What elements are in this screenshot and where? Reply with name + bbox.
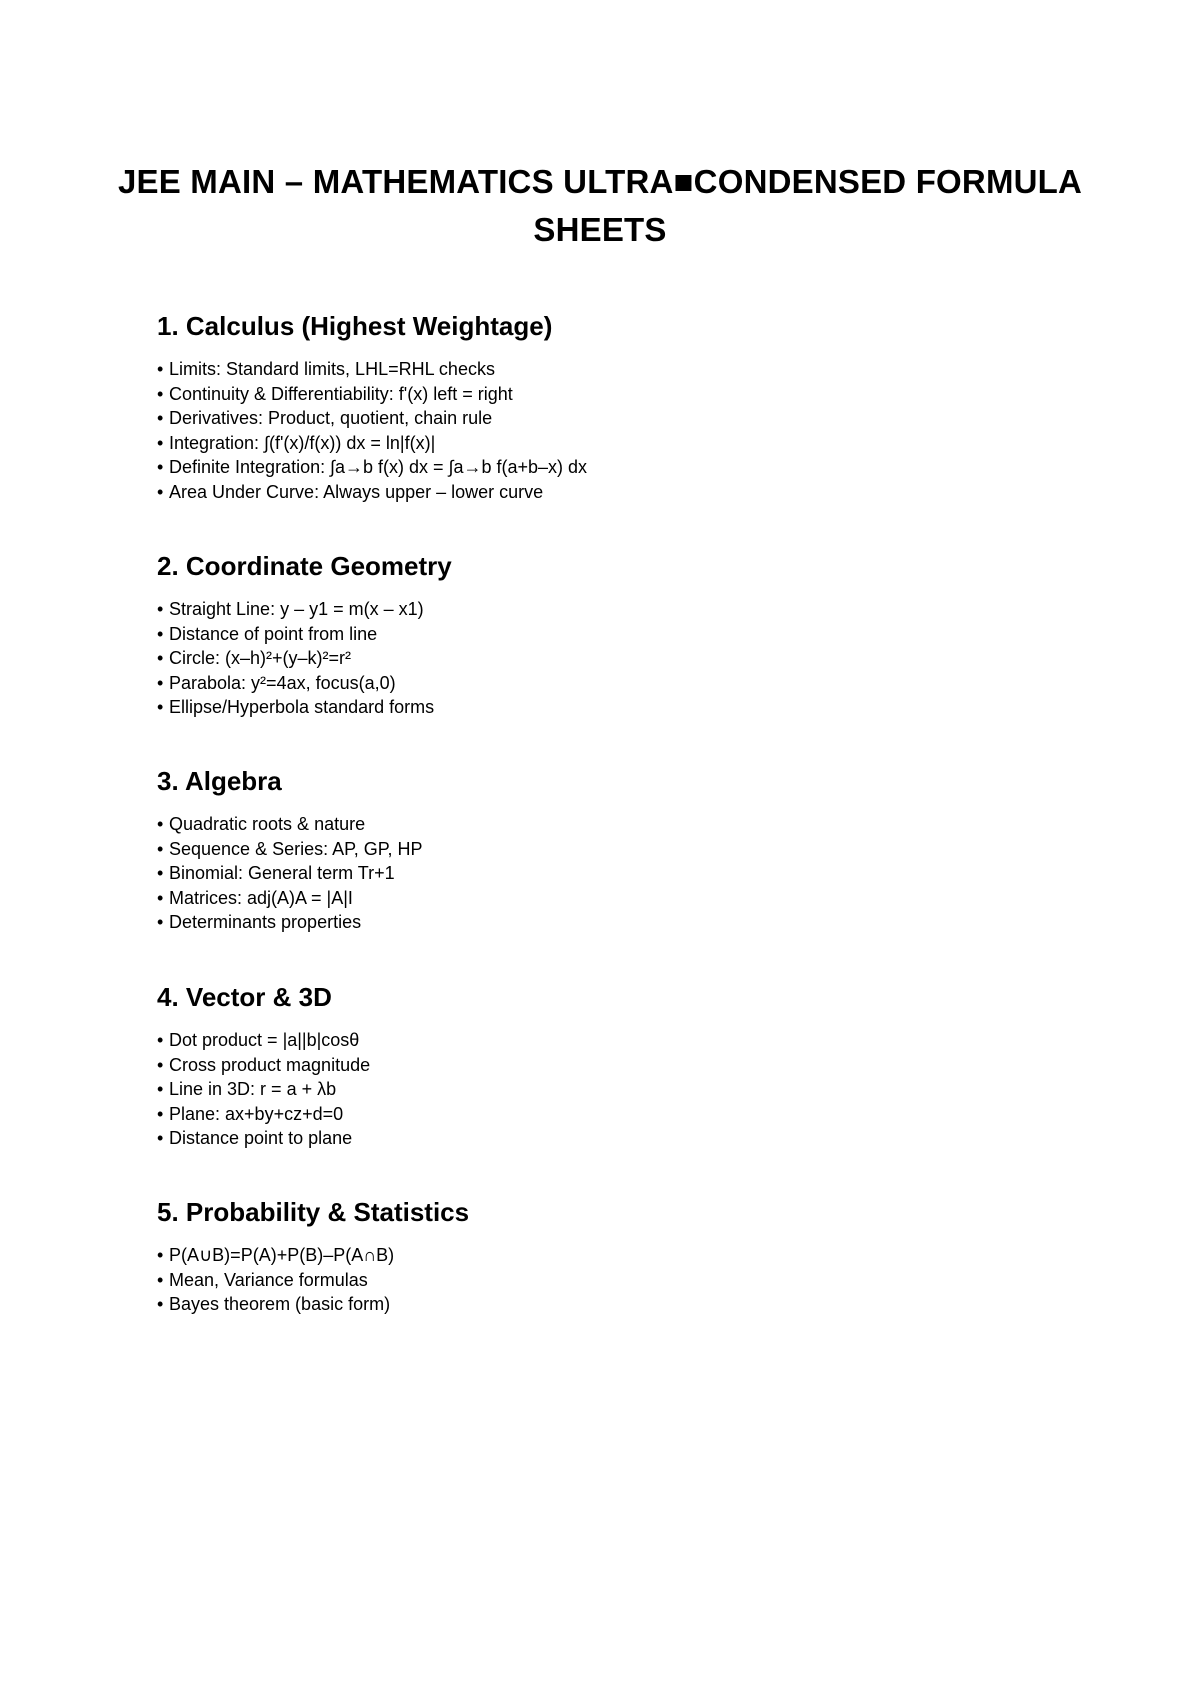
bullet-icon: • — [157, 863, 164, 883]
list-item — [157, 861, 1057, 886]
list-item-text: Line in 3D: r = a + λb — [169, 1079, 337, 1099]
bullet-icon: • — [157, 432, 164, 453]
list-item-text: Definite Integration: ∫a→b f(x) dx = ∫a→b f(a+b–x) dx — [169, 457, 588, 477]
list-item — [157, 812, 1057, 837]
section-calculus — [157, 309, 1057, 504]
bullet-icon: • — [157, 697, 164, 717]
list-item — [157, 671, 1057, 696]
bullet-icon: • — [157, 672, 164, 693]
bullet-icon: • — [157, 481, 164, 502]
bullet-icon: • — [157, 838, 164, 859]
list-item-text: Sequence & Series: AP, GP, HP — [169, 838, 423, 859]
list-item-text: Parabola: y²=4ax, focus(a,0) — [169, 672, 396, 693]
list-item — [157, 886, 1057, 911]
bullet-icon: • — [157, 1245, 164, 1265]
list-item — [157, 455, 1057, 480]
list-item-text: Plane: ax+by+cz+d=0 — [169, 1103, 344, 1124]
formula-list — [157, 597, 1057, 720]
list-item — [157, 480, 1057, 505]
list-item — [157, 1053, 1057, 1078]
list-item — [157, 837, 1057, 862]
list-item — [157, 1268, 1057, 1293]
section-heading: 3. Algebra — [157, 766, 282, 796]
bullet-icon: • — [157, 1103, 164, 1124]
bullet-icon: • — [157, 599, 164, 619]
section-heading: 5. Probability & Statistics — [157, 1197, 470, 1227]
section-vector-3d — [157, 980, 1057, 1151]
bullet-icon: • — [157, 383, 164, 404]
bullet-icon: • — [157, 623, 164, 644]
bullet-icon: • — [157, 359, 164, 379]
bullet-icon: • — [157, 912, 164, 932]
list-item — [157, 1292, 1057, 1317]
list-item-text: Matrices: adj(A)A = |A|I — [169, 887, 353, 908]
list-item — [157, 1028, 1057, 1053]
list-item-text: Area Under Curve: Always upper – lower curve — [169, 481, 544, 502]
formula-list — [157, 1243, 1057, 1317]
section-heading: 1. Calculus (Highest Weightage) — [157, 311, 553, 341]
list-item — [157, 695, 1057, 720]
section-probability-statistics — [157, 1195, 1057, 1317]
list-item-text: Dot product = |a||b|cosθ — [169, 1030, 360, 1050]
list-item-text: Limits: Standard limits, LHL=RHL checks — [169, 359, 495, 379]
list-item-text: Distance point to plane — [169, 1128, 353, 1148]
list-item-text: Circle: (x–h)²+(y–k)²=r² — [169, 648, 352, 668]
bullet-icon: • — [157, 1294, 164, 1314]
list-item-text: Determinants properties — [169, 912, 362, 932]
list-item — [157, 1126, 1057, 1151]
list-item-text: Mean, Variance formulas — [169, 1269, 368, 1290]
bullet-icon: • — [157, 887, 164, 908]
section-heading: 2. Coordinate Geometry — [157, 551, 452, 581]
document-title: JEE MAIN – MATHEMATICS ULTRA■CONDENSED FORMULA SHEETS — [117, 163, 1083, 248]
section-algebra — [157, 764, 1057, 935]
list-item — [157, 357, 1057, 382]
bullet-icon: • — [157, 1079, 164, 1099]
formula-list — [157, 1028, 1057, 1151]
bullet-icon: • — [157, 1054, 164, 1075]
list-item-text: Distance of point from line — [169, 623, 378, 644]
list-item — [157, 597, 1057, 622]
list-item — [157, 910, 1057, 935]
formula-list — [157, 357, 1057, 504]
section-heading: 4. Vector & 3D — [157, 982, 332, 1012]
bullet-icon: • — [157, 457, 164, 477]
list-item-text: Integration: ∫(f'(x)/f(x)) dx = ln|f(x)| — [169, 432, 436, 453]
bullet-icon: • — [157, 648, 164, 668]
bullet-icon: • — [157, 1269, 164, 1290]
list-item — [157, 382, 1057, 407]
list-item-text: Derivatives: Product, quotient, chain rule — [169, 408, 493, 428]
bullet-icon: • — [157, 1030, 164, 1050]
list-item-text: Cross product magnitude — [169, 1054, 371, 1075]
list-item-text: P(A∪B)=P(A)+P(B)–P(A∩B) — [169, 1245, 395, 1265]
list-item-text: Quadratic roots & nature — [169, 814, 366, 834]
list-item — [157, 1102, 1057, 1127]
list-item — [157, 622, 1057, 647]
list-item — [157, 431, 1057, 456]
list-item — [157, 1077, 1057, 1102]
list-item-text: Straight Line: y – y1 = m(x – x1) — [169, 599, 424, 619]
bullet-icon: • — [157, 814, 164, 834]
formula-list — [157, 812, 1057, 935]
list-item-text: Bayes theorem (basic form) — [169, 1294, 391, 1314]
list-item-text: Continuity & Differentiability: f'(x) left = right — [169, 383, 513, 404]
list-item-text: Binomial: General term Tr+1 — [169, 863, 395, 883]
list-item-text: Ellipse/Hyperbola standard forms — [169, 697, 435, 717]
bullet-icon: • — [157, 1128, 164, 1148]
section-coordinate-geometry — [157, 549, 1057, 720]
bullet-icon: • — [157, 408, 164, 428]
list-item — [157, 646, 1057, 671]
list-item — [157, 406, 1057, 431]
list-item — [157, 1243, 1057, 1268]
